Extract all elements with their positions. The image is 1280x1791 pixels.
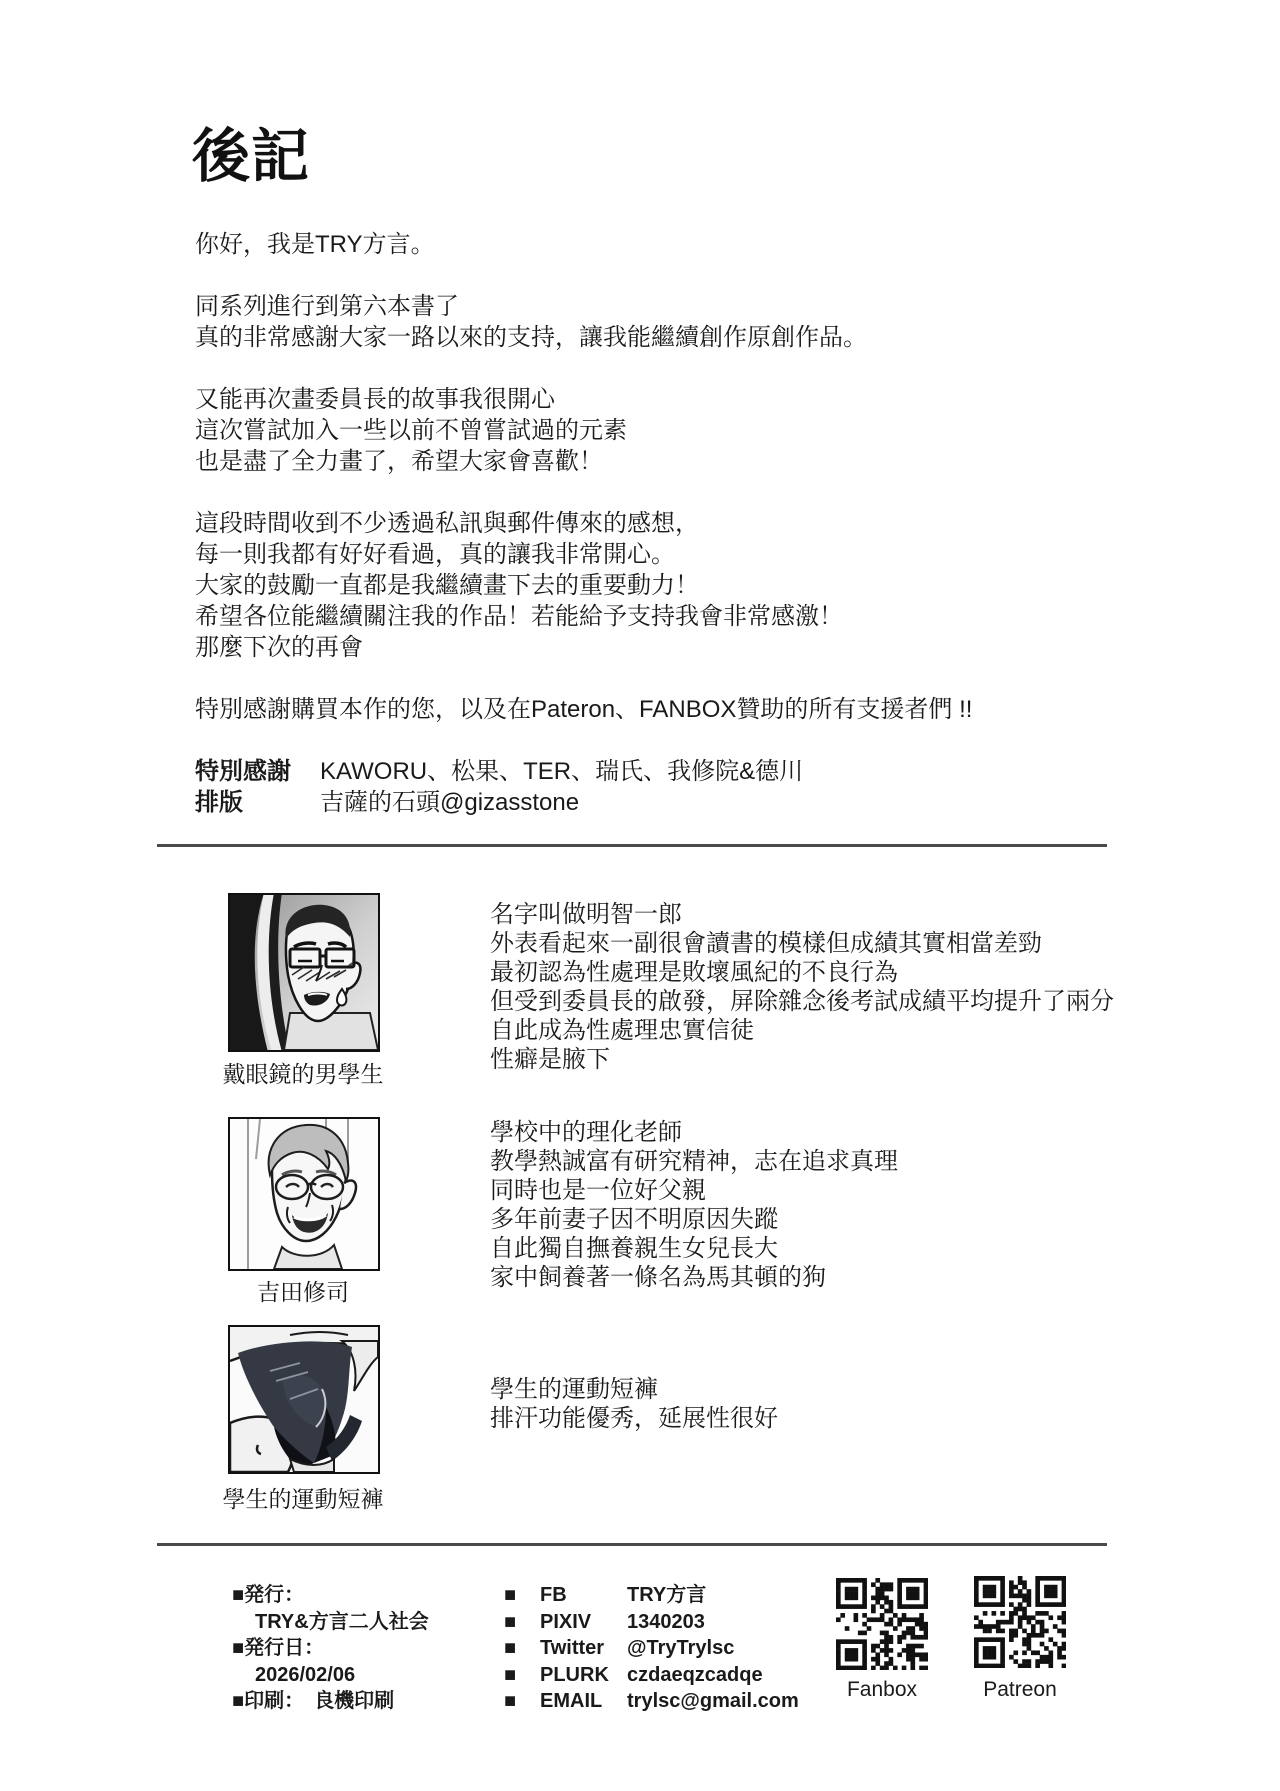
credit-label: 特別感謝 [195, 758, 291, 785]
text-line: 多年前妻子因不明原因失蹤 [490, 1206, 778, 1233]
profile-description [490, 900, 1114, 1074]
text-line: 這段時間收到不少透過私訊與郵件傳來的感想， [195, 510, 699, 537]
publisher-value: TRY&方言二人社会 [255, 1610, 429, 1633]
text-line: 外表看起來一副很會讀書的模樣但成績其實相當差勁 [490, 930, 1042, 957]
text-line: 名字叫做明智一郎 [490, 901, 682, 928]
credit-row-typesetting [195, 787, 803, 818]
text-line: 特別感謝購買本作的您，以及在Pateron、FANBOX贊助的所有支援者們 !! [195, 696, 973, 723]
publication-info [232, 1582, 429, 1715]
text-line: 每一則我都有好好看過，真的讓我非常開心。 [195, 541, 675, 568]
text-line: 學生的運動短褲 [490, 1376, 658, 1403]
social-row-pixiv [504, 1609, 799, 1636]
text-line: 希望各位能繼續關注我的作品！若能給予支持我會非常感激！ [195, 603, 843, 630]
text-line: 自此獨自撫養親生女兒長大 [490, 1235, 778, 1262]
text-line: 教學熱誠富有研究精神，志在追求真理 [490, 1148, 898, 1175]
profile-description [490, 1118, 898, 1292]
text-line: 自此成為性處理忠實信徒 [490, 1017, 754, 1044]
publish-date-value: 2026/02/06 [255, 1663, 356, 1686]
text-line: 這次嘗試加入一些以前不曾嘗試過的元素 [195, 417, 627, 444]
afterword-body [195, 229, 972, 725]
text-line: 大家的鼓勵一直都是我繼續畫下去的重要動力！ [195, 572, 699, 599]
page-title: 後記 [192, 124, 311, 189]
teacher-portrait-icon [230, 1119, 378, 1269]
portrait-illustration-gym-shorts [228, 1325, 380, 1474]
text-line: 同系列進行到第六本書了 [195, 293, 459, 320]
social-label: PIXIV [540, 1610, 592, 1633]
text-line: 又能再次畫委員長的故事我很開心 [195, 386, 555, 413]
social-row-fb [504, 1582, 799, 1609]
social-value: @TryTrylsc [627, 1637, 735, 1659]
social-label: Twitter [540, 1637, 605, 1659]
bullet-square-icon: ■ [504, 1610, 517, 1633]
patreon-qr-label: Patreon [983, 1678, 1057, 1701]
bullet-square-icon: ■ [504, 1637, 517, 1659]
text-line: 也是盡了全力畫了，希望大家會喜歡！ [195, 448, 603, 475]
fanbox-qr-label: Fanbox [846, 1678, 918, 1701]
credit-label: 排版 [195, 789, 243, 816]
gym-shorts-portrait-icon [230, 1327, 378, 1472]
social-row-email [504, 1688, 799, 1715]
text-line: 那麼下次的再會 [195, 634, 363, 661]
text-line: 排汗功能優秀，延展性很好 [490, 1405, 778, 1432]
social-label: EMAIL [540, 1690, 603, 1712]
text-line: 但受到委員長的啟發，屏除雜念後考試成績平均提升了兩分 [490, 988, 1114, 1015]
social-row-twitter [504, 1635, 799, 1662]
printer-line: ■印刷： 良機印刷 [232, 1690, 395, 1712]
bullet-square-icon: ■ [504, 1690, 517, 1712]
text-line: 真的非常感謝大家一路以來的支持，讓我能繼續創作原創作品。 [195, 324, 867, 351]
publish-date-label: ■発行日： [232, 1637, 325, 1659]
text-line: 學校中的理化老師 [490, 1119, 682, 1146]
qr-code-icon [974, 1576, 1066, 1668]
credits-section [195, 756, 803, 818]
bullet-square-icon: ■ [504, 1663, 517, 1686]
social-row-plurk [504, 1662, 799, 1689]
qr-code-icon [836, 1578, 928, 1670]
intro-paragraph [195, 384, 972, 477]
credit-row-special-thanks [195, 756, 803, 787]
portrait-illustration-teacher [228, 1117, 380, 1271]
section-divider [157, 844, 1107, 847]
text-line: 最初認為性處理是敗壞風紀的不良行為 [490, 959, 898, 986]
footer-divider [157, 1543, 1107, 1546]
intro-paragraph [195, 508, 972, 663]
social-value: 1340203 [627, 1610, 705, 1633]
social-label: FB [540, 1584, 567, 1606]
publisher-label: ■発行： [232, 1584, 305, 1606]
portrait-caption: 學生的運動短褲 [222, 1486, 384, 1512]
intro-paragraph [195, 291, 972, 353]
text-line: 同時也是一位好父親 [490, 1177, 706, 1204]
portrait-caption: 戴眼鏡的男學生 [222, 1061, 384, 1087]
portrait-illustration-male-student [228, 893, 380, 1052]
patreon-qr-code [974, 1576, 1066, 1668]
social-value: trylsc@gmail.com [627, 1690, 799, 1712]
profile-description [490, 1375, 778, 1433]
text-line: 家中飼養著一條名為馬其頓的狗 [490, 1264, 826, 1291]
text-line: 性癖是腋下 [490, 1046, 610, 1073]
portrait-caption: 吉田修司 [257, 1279, 349, 1305]
credit-value: 吉薩的石頭@gizasstone [320, 789, 580, 816]
intro-paragraph [195, 229, 972, 260]
text-line: 你好，我是TRY方言。 [195, 231, 435, 258]
bullet-square-icon: ■ [504, 1584, 517, 1606]
male-student-portrait-icon [230, 895, 378, 1050]
social-value: czdaeqzcadqe [627, 1663, 763, 1686]
social-value: TRY方言 [627, 1584, 707, 1606]
credit-value: KAWORU、松果、TER、瑞氏、我修院&德川 [320, 758, 804, 785]
intro-paragraph [195, 694, 972, 725]
social-links [504, 1582, 799, 1715]
social-label: PLURK [540, 1663, 609, 1686]
fanbox-qr-code [836, 1578, 928, 1670]
